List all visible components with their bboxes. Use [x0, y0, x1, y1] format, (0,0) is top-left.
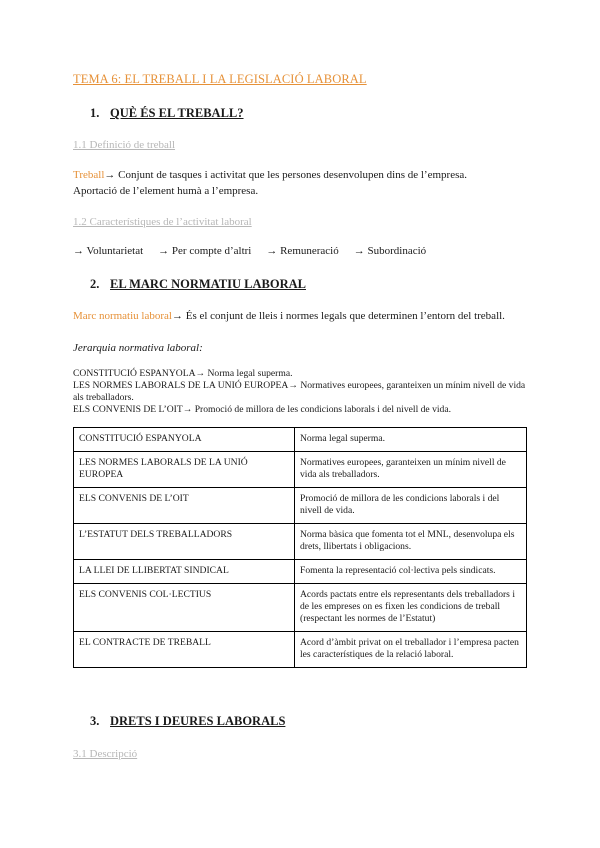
section-1-number: 1. — [90, 106, 100, 120]
table-row — [74, 428, 527, 452]
feature-item: → Per compte d’altri — [158, 245, 252, 257]
subsection-1-1-heading: 1.1 Definició de treball — [73, 139, 176, 151]
section-3-title: DRETS I DEURES LABORALS — [110, 714, 286, 728]
document-title: TEMA 6: EL TREBALL I LA LEGISLACIÓ LABORAL — [73, 72, 367, 86]
features-list — [73, 245, 441, 257]
table-cell-name: ELS CONVENIS DE L’OIT — [74, 488, 295, 524]
section-2-number: 2. — [90, 277, 100, 291]
table-cell-desc: Acord d’àmbit privat on el treballador i l’empresa pacten les característiques de la relació laboral. — [295, 632, 527, 668]
table-cell-desc: Normatives europees, garanteixen un mínim nivell de vida als treballadors. — [295, 452, 527, 488]
subsection-3-1-heading: 3.1 Descripció — [73, 748, 138, 760]
table-cell-name: LA LLEI DE LLIBERTAT SINDICAL — [74, 560, 295, 584]
treball-definition — [73, 167, 513, 199]
table-row — [74, 632, 527, 668]
table-row — [74, 524, 527, 560]
marc-normatiu-term: Marc normatiu laboral — [73, 310, 172, 322]
marc-normatiu-definition — [73, 308, 513, 324]
table-row — [74, 584, 527, 632]
table-cell-desc: Promoció de millora de les condicions laborals i del nivell de vida. — [295, 488, 527, 524]
table-cell-name: CONSTITUCIÓ ESPANYOLA — [74, 428, 295, 452]
table-cell-name: EL CONTRACTE DE TREBALL — [74, 632, 295, 668]
treball-definition-text: Conjunt de tasques i activitat que les persones desenvolupen dins de l’empresa. Aportació de l’element humà a l’empresa. — [73, 169, 467, 197]
section-2-heading — [90, 277, 306, 292]
table-cell-name: L’ESTATUT DELS TREBALLADORS — [74, 524, 295, 560]
treball-term: Treball — [73, 169, 105, 181]
section-3-heading — [90, 714, 285, 729]
hierarchy-line: LES NORMES LABORALS DE LA UNIÓ EUROPEA→ Normatives europees, garanteixen un mínim nivell de vida als treballadors. — [73, 380, 526, 403]
hierarchy-label: Jerarquia normativa laboral: — [73, 342, 203, 354]
normative-hierarchy-table — [73, 427, 527, 668]
feature-item: → Subordinació — [353, 245, 427, 257]
table-cell-name: LES NORMES LABORALS DE LA UNIÓ EUROPEA — [74, 452, 295, 488]
table-cell-desc: Norma legal superma. — [295, 428, 527, 452]
table-row — [74, 488, 527, 524]
hierarchy-lines — [73, 368, 533, 416]
subsection-1-2-heading: 1.2 Característiques de l’activitat laboral — [73, 216, 252, 228]
section-3-number: 3. — [90, 714, 100, 728]
section-2-title: EL MARC NORMATIU LABORAL — [110, 277, 306, 291]
section-1-title: QUÈ ÉS EL TREBALL? — [110, 106, 244, 120]
table-cell-desc: Acords pactats entre els representants dels treballadors i de les empreses on es fixen les condicions de treball (respectant les normes de l’Estatut) — [295, 584, 527, 632]
hierarchy-line: CONSTITUCIÓ ESPANYOLA→ Norma legal superma. — [73, 368, 293, 379]
table-cell-name: ELS CONVENIS COL·LECTIUS — [74, 584, 295, 632]
arrow-glyph: → — [104, 169, 116, 181]
section-1-heading — [90, 106, 244, 121]
feature-item: → Remuneració — [266, 245, 339, 257]
arrow-glyph: → — [171, 310, 183, 322]
hierarchy-line: ELS CONVENIS DE L’OIT→ Promoció de millora de les condicions laborals i del nivell de vida. — [73, 404, 451, 415]
feature-item: → Voluntarietat — [73, 245, 144, 257]
table-cell-desc: Fomenta la representació col·lectiva pels sindicats. — [295, 560, 527, 584]
table-cell-desc: Norma bàsica que fomenta tot el MNL, desenvolupa els drets, llibertats i obligacions. — [295, 524, 527, 560]
marc-normatiu-definition-text: És el conjunt de lleis i normes legals que determinen l’entorn del treball. — [182, 310, 505, 322]
table-row — [74, 452, 527, 488]
table-row — [74, 560, 527, 584]
